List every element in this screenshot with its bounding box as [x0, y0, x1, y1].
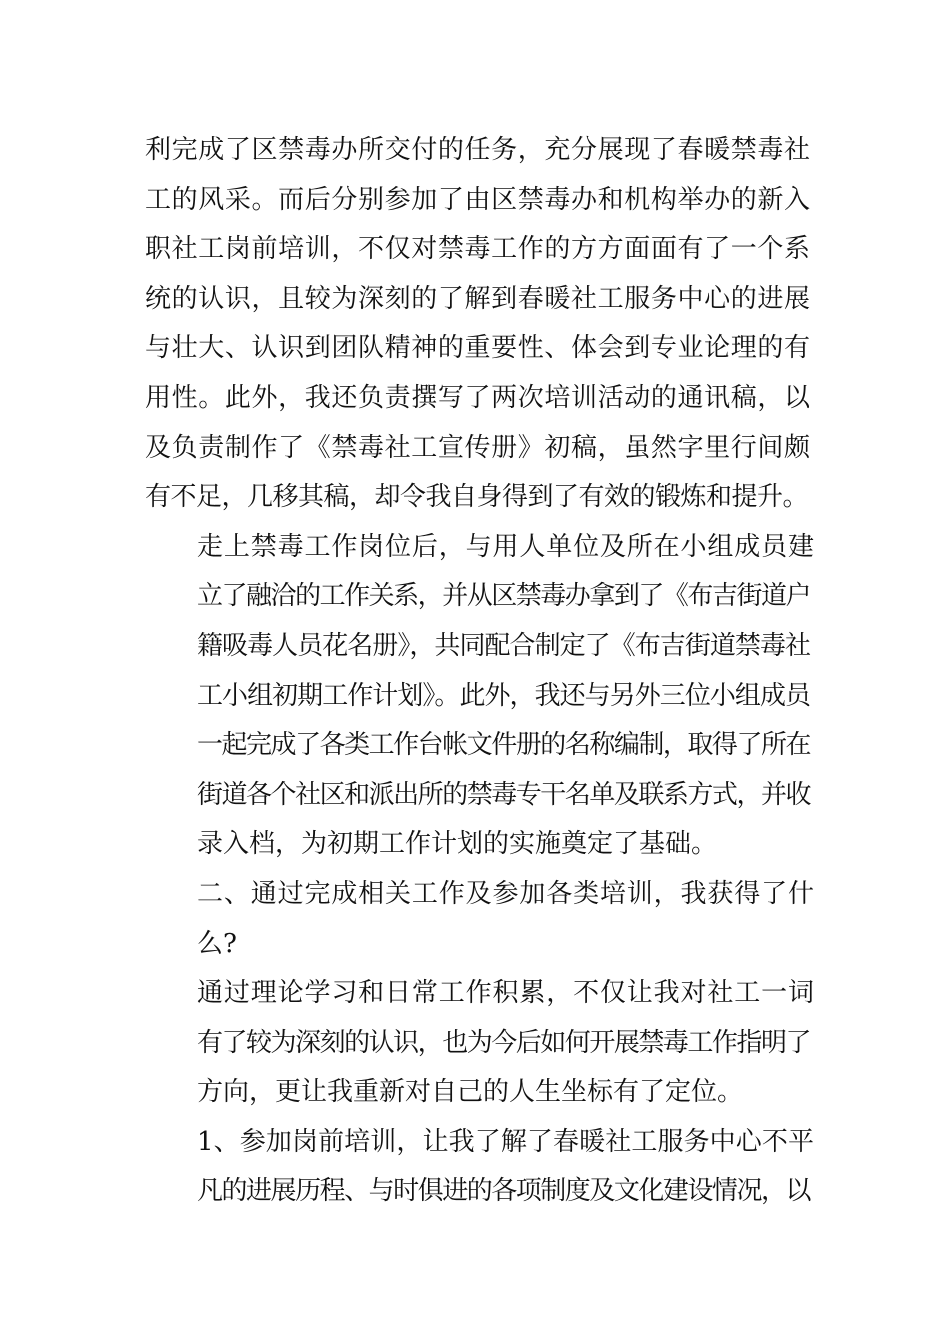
text-line: 与壮大、认识到团队精神的重要性、体会到专业论理的有 [145, 333, 810, 364]
text-line: 录入档，为初期工作计划的实施奠定了基础。 [197, 829, 718, 860]
text-line: 街道各个社区和派出所的禁毒专干名单及联系方式，并收 [197, 779, 810, 810]
paragraph-4 [145, 1118, 810, 1217]
paragraph-3 [145, 969, 810, 1118]
text-line: 统的认识，且较为深刻的了解到春暖社工服务中心的进展 [145, 283, 810, 314]
text-line: 籍吸毒人员花名册》，共同配合制定了《布吉街道禁毒社 [197, 630, 810, 661]
text-line: 么? [197, 928, 237, 959]
text-line: 凡的进展历程、与时俱进的各项制度及文化建设情况，以 [197, 1176, 810, 1207]
text-line: 工小组初期工作计划》。此外，我还与另外三位小组成员 [197, 680, 810, 711]
text-line: 用性。此外，我还负责撰写了两次培训活动的通讯稿，以 [145, 382, 810, 413]
text-line: 二、通过完成相关工作及参加各类培训，我获得了什 [197, 878, 810, 909]
document-body [145, 126, 810, 1217]
text-line: 利完成了区禁毒办所交付的任务，充分展现了春暖禁毒社 [145, 135, 810, 165]
text-line: 职社工岗前培训，不仅对禁毒工作的方方面面有了一个系 [145, 234, 810, 265]
section-heading-2 [145, 870, 810, 969]
paragraph-2 [145, 523, 810, 870]
text-line: 有了较为深刻的认识，也为今后如何开展禁毒工作指明了 [197, 1027, 810, 1058]
text-line: 方向，更让我重新对自己的人生坐标有了定位。 [197, 1077, 744, 1108]
text-line: 一起完成了各类工作台帐文件册的名称编制，取得了所在 [197, 730, 810, 761]
text-line: 走上禁毒工作岗位后，与用人单位及所在小组成员建 [197, 531, 810, 562]
text-line: 及负责制作了《禁毒社工宣传册》初稿，虽然字里行间颇 [145, 432, 810, 463]
text-line: 有不足，几移其稿，却令我自身得到了有效的锻炼和提升。 [145, 482, 809, 513]
text-line: 立了融洽的工作关系，并从区禁毒办拿到了《布吉街道户 [197, 581, 810, 612]
text-line: 工的风采。而后分别参加了由区禁毒办和机构举办的新入 [145, 184, 810, 215]
text-line: 通过理论学习和日常工作积累，不仅让我对社工一词 [197, 978, 810, 1009]
paragraph-1 [145, 126, 810, 523]
text-line: 1、参加岗前培训，让我了解了春暖社工服务中心不平 [197, 1126, 810, 1157]
